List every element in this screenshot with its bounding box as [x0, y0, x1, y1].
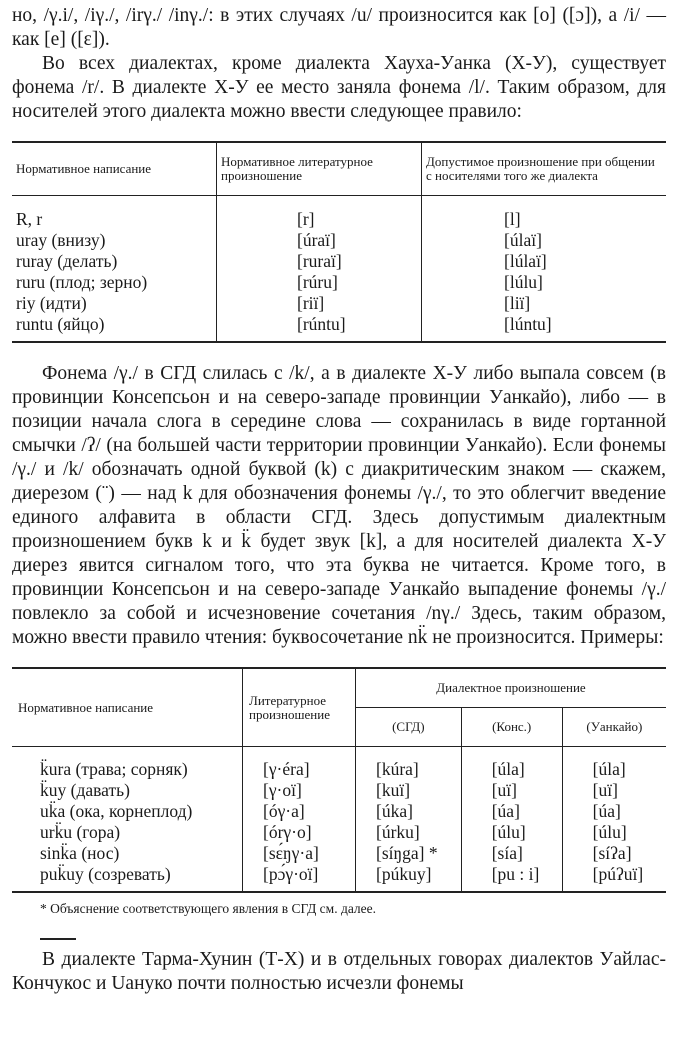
t1-cell: ruray (делать): [16, 251, 118, 271]
table-row: [12, 230, 666, 251]
table-row: [12, 272, 666, 293]
t1-header-normative: Нормативное написание: [12, 142, 217, 196]
t2-cell: [úla]: [562, 747, 666, 781]
table-row: [12, 864, 666, 892]
section-divider: [40, 938, 76, 940]
t1-cell: runtu (яйцо): [16, 314, 105, 334]
t2-cell: sink̈a (нос): [40, 843, 120, 863]
table-row: [12, 251, 666, 272]
t2-cell: [púʔuï]: [562, 864, 666, 892]
t1-cell: [liï]: [422, 293, 667, 314]
t1-cell: [úraï]: [217, 230, 422, 251]
t2-subheader-sgd: (СГД): [356, 708, 462, 747]
t2-cell: [úa]: [562, 801, 666, 822]
t2-cell: uk̈a (ока, корнеплод): [40, 801, 193, 821]
t2-cell: k̈uy (давать): [40, 780, 130, 800]
t2-cell: k̈ura (трава; сорняк): [40, 759, 188, 779]
paragraph-2: Во всех диалектах, кроме диалекта Хауха-Уанка (Х-У), существует фонема /r/. В диалекте Х-У ее место заняла фонема /l/. Таким образом, для носителей этого диалекта можно ввести следующее правило:: [12, 53, 666, 122]
table-row: [12, 314, 666, 342]
t2-cell: [pu : i]: [461, 864, 562, 892]
t2-cell: [óγ·a]: [243, 801, 356, 822]
t2-header-dialect: Диалектное произношение: [356, 668, 667, 708]
t1-header-dialect: Допустимое произношение при общении с носителями того же диалекта: [422, 142, 667, 196]
t2-header-literary: Литературное произношение: [243, 668, 356, 747]
t1-cell: [r]: [217, 196, 422, 231]
t2-cell: [púkuy]: [356, 864, 462, 892]
t2-cell: [sía]: [461, 843, 562, 864]
t2-cell: [síʔa]: [562, 843, 666, 864]
table-row: [12, 780, 666, 801]
t2-cell: [órγ·o]: [243, 822, 356, 843]
paragraph-1: но, /γ.i/, /iγ./, /irγ./ /inγ./: в этих случаях /u/ произносится как [o] ([ɔ]), а /i/ — как [e] ([ɛ]).: [12, 5, 666, 50]
t1-cell: [ruraï]: [217, 251, 422, 272]
t1-cell: [rúru]: [217, 272, 422, 293]
table-row: [12, 747, 666, 781]
t2-cell: [kúra]: [356, 747, 462, 781]
table-row: [12, 843, 666, 864]
t1-cell: [lúlu]: [422, 272, 667, 293]
paragraph-4: В диалекте Тарма-Хунин (Т-Х) и в отдельных говорах диалектов Уайлас-Кончукос и Uануко почти полностью исчезли фонемы: [12, 949, 666, 994]
t1-cell: [lúntu]: [422, 314, 667, 342]
t2-cell: [úa]: [461, 801, 562, 822]
t2-cell: [sɛ́ŋγ·a]: [243, 843, 356, 864]
t2-cell: [γ·éra]: [243, 747, 356, 781]
t2-cell: [síŋga] *: [356, 843, 462, 864]
t2-cell: [uï]: [461, 780, 562, 801]
t1-cell: [lúlaï]: [422, 251, 667, 272]
t2-cell: [úlu]: [562, 822, 666, 843]
t1-cell: R, r: [16, 209, 43, 229]
t2-header-normative: Нормативное написание: [12, 668, 243, 747]
table-row: [12, 822, 666, 843]
t1-cell: [rúntu]: [217, 314, 422, 342]
t1-header-literary: Нормативное литературное произношение: [217, 142, 422, 196]
t1-cell: riy (идти): [16, 293, 87, 313]
t2-cell: [γ·oï]: [243, 780, 356, 801]
t2-cell: [uï]: [562, 780, 666, 801]
t1-cell: [l]: [422, 196, 667, 231]
t2-cell: [pɔ́γ·oï]: [243, 864, 356, 892]
t2-cell: [kuï]: [356, 780, 462, 801]
table-row: [12, 196, 666, 231]
t2-cell: [úrku]: [356, 822, 462, 843]
t1-cell: [úlaï]: [422, 230, 667, 251]
table-examples: [12, 667, 666, 893]
footnote: * Объяснение соответствующего явления в СГД см. далее.: [40, 901, 377, 916]
t2-cell: [úka]: [356, 801, 462, 822]
t2-cell: [úla]: [461, 747, 562, 781]
table-row: [12, 293, 666, 314]
table-row: [12, 801, 666, 822]
table-r-l: [12, 141, 666, 343]
paragraph-3: Фонема /γ./ в СГД слилась с /k/, а в диалекте Х-У либо выпала совсем (в провинции Консепсьон и на северо-западе провинции Уанкайо), либо — в позиции начала слога в середине слова — сохранилась в виде гортанной смычки /ʔ/ (на большей части территории провинции Уанкайо). Если фонемы /γ./ и /k/ обозначать одной буквой (k) с диакритическим знаком — скажем, диерезом (¨) — над k для обозначения фонемы /γ./, то это облегчит введение единого алфавита в области СГД. Здесь допустимым диалектным произношением букв k и k̈ будет звук [k], а для носителей диалекта Х-У диерез явится сигналом того, что эта буква не читается. Кроме того, в провинции Консепсьон и на северо-западе Уанкайо выпадение фонемы /γ./ повлекло за собой и исчезновение сочетания /nγ./ Здесь, таким образом, можно ввести правило чтения: буквосочетание nk̈ не произносится. Примеры:: [12, 363, 666, 648]
t2-cell: puk̈uy (созревать): [40, 864, 171, 884]
t2-subheader-huancayo: (Уанкайо): [562, 708, 666, 747]
t2-cell: urk̈u (гора): [40, 822, 121, 842]
t1-cell: ruru (плод; зерно): [16, 272, 148, 292]
t1-cell: [riï]: [217, 293, 422, 314]
t2-subheader-kons: (Конс.): [461, 708, 562, 747]
t2-cell: [úlu]: [461, 822, 562, 843]
t1-cell: uray (внизу): [16, 230, 106, 250]
